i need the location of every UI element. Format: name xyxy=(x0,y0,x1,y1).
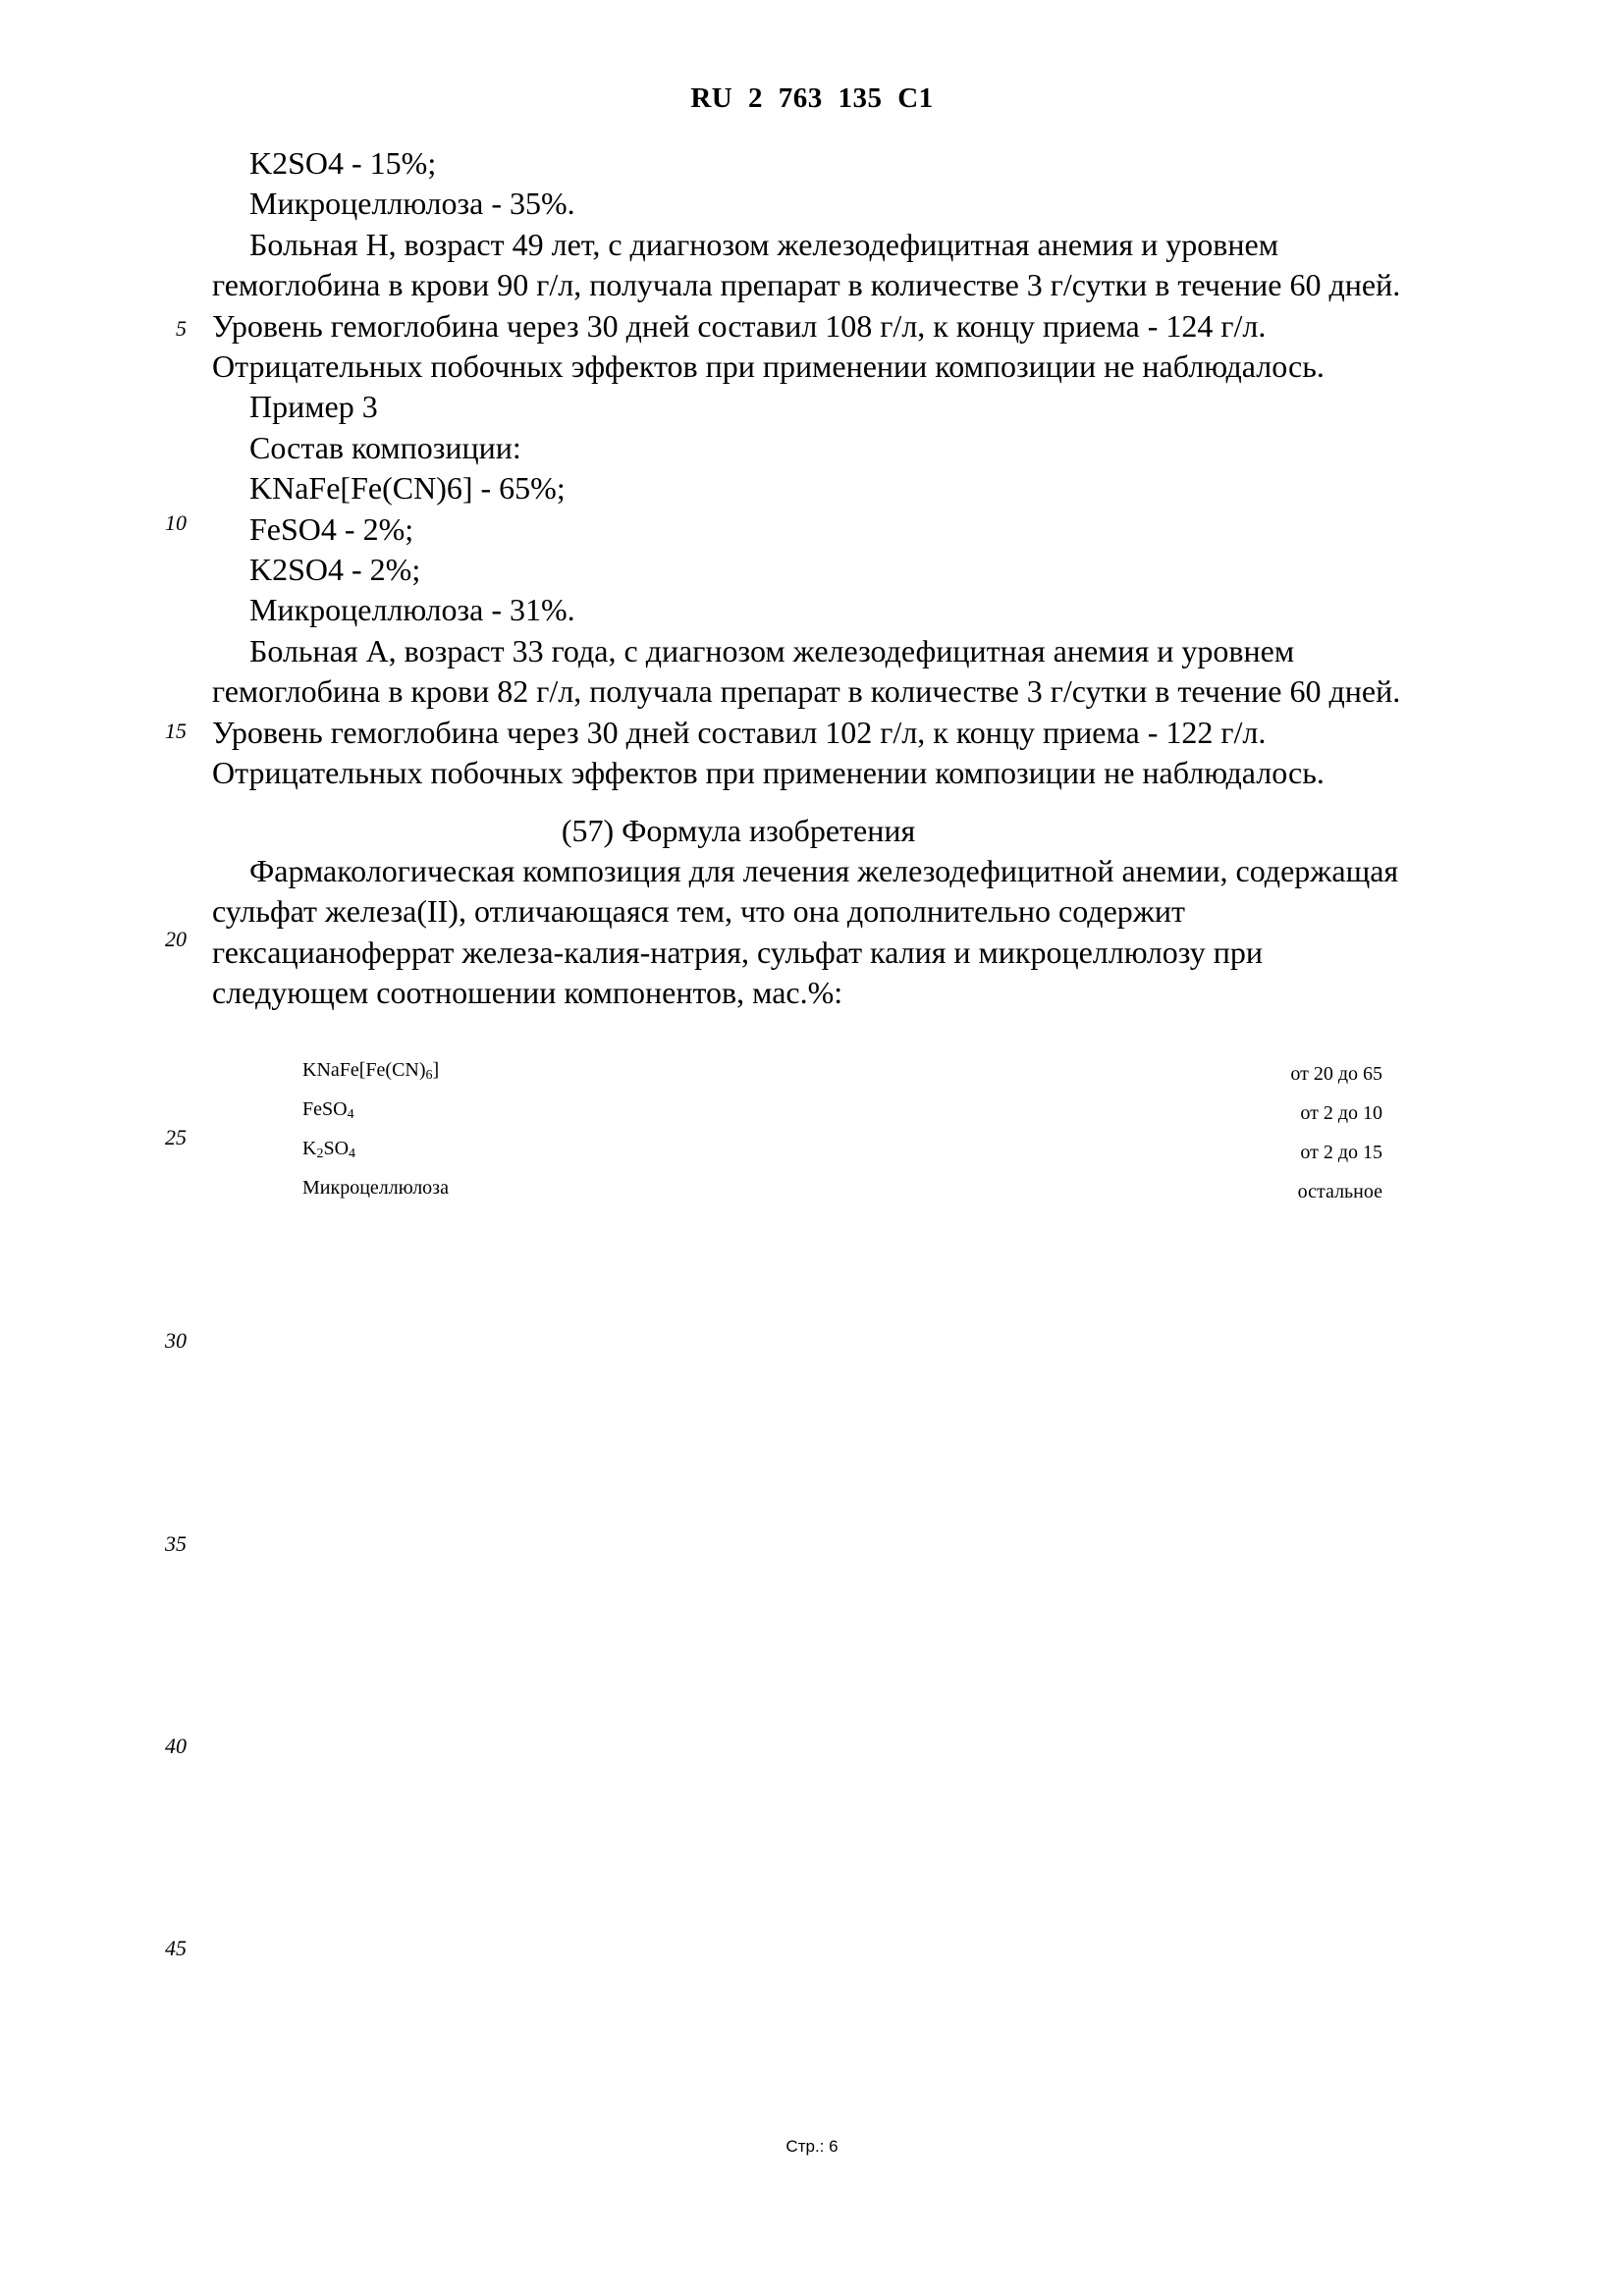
component-name: $KNaFe[Fe(CN)_6]$ xyxy=(302,1059,440,1083)
component-name: Микроцеллюлоза xyxy=(302,1177,449,1199)
component-value: от 2 до 15 xyxy=(1300,1142,1382,1163)
table-row xyxy=(302,1098,1382,1138)
table-row xyxy=(302,1138,1382,1177)
body-line: Микроцеллюлоза - 35%. xyxy=(249,186,575,222)
body-line: гемоглобина в крови 82 г/л, получала препарат в количестве 3 г/сутки в течение 60 дней. xyxy=(212,673,1401,710)
line-number-10: 10 xyxy=(165,510,187,535)
body-line: K2SO4 - 15%; xyxy=(249,145,437,181)
composition-table xyxy=(302,1059,1382,1216)
claims-section-title: (57) Формула изобретения xyxy=(561,812,916,848)
component-value: от 2 до 10 xyxy=(1300,1102,1382,1124)
table-row xyxy=(302,1059,1382,1098)
body-line: Уровень гемоглобина через 30 дней составил 102 г/л, к концу приема - 122 г/л. xyxy=(212,714,1267,750)
body-line: Микроцеллюлоза - 31%. xyxy=(249,592,575,628)
line-number-5: 5 xyxy=(176,316,187,341)
page-footer: Стр.: 6 xyxy=(785,2137,839,2156)
line-number-40: 40 xyxy=(165,1734,187,1758)
table-row xyxy=(302,1177,1382,1216)
component-value: от 20 до 65 xyxy=(1290,1063,1382,1085)
component-name: $K_2SO_4$ xyxy=(302,1138,356,1161)
document-number-header: RU 2 763 135 C1 xyxy=(690,82,934,114)
body-line: Отрицательных побочных эффектов при применении композиции не наблюдалось. xyxy=(212,755,1325,791)
claim-line: сульфат железа(II), отличающаяся тем, что она дополнительно содержит xyxy=(212,893,1185,930)
body-line: гемоглобина в крови 90 г/л, получала препарат в количестве 3 г/сутки в течение 60 дней. xyxy=(212,267,1401,303)
line-number-15: 15 xyxy=(165,719,187,743)
component-name: FeSO$_4$ xyxy=(302,1098,354,1122)
line-number-35: 35 xyxy=(165,1531,187,1556)
claim-line: следующем соотношении компонентов, мас.%: xyxy=(212,975,843,1011)
line-number-20: 20 xyxy=(165,927,187,951)
body-line: KNaFe[Fe(CN)6] - 65%; xyxy=(249,470,566,507)
body-line: Больная Н, возраст 49 лет, с диагнозом железодефицитная анемия и уровнем xyxy=(249,226,1278,262)
body-line: Состав композиции: xyxy=(249,429,521,465)
body-line: FeSO4 - 2%; xyxy=(249,510,414,547)
component-value: остальное xyxy=(1297,1181,1382,1202)
body-line: Больная А, возраст 33 года, с диагнозом железодефицитная анемия и уровнем xyxy=(249,632,1295,668)
body-line: Отрицательных побочных эффектов при применении композиции не наблюдалось. xyxy=(212,348,1325,385)
claim-line: гексацианоферрат железа-калия-натрия, сульфат калия и микроцеллюлозу при xyxy=(212,934,1264,970)
line-number-30: 30 xyxy=(165,1328,187,1353)
body-line: Уровень гемоглобина через 30 дней составил 108 г/л, к концу приема - 124 г/л. xyxy=(212,307,1267,344)
document-body xyxy=(212,143,1489,1014)
body-line: K2SO4 - 2%; xyxy=(249,552,421,588)
line-number-45: 45 xyxy=(165,1936,187,1960)
claim-line: Фармакологическая композиция для лечения железодефицитной анемии, содержащая xyxy=(249,852,1399,888)
line-number-25: 25 xyxy=(165,1125,187,1149)
example-heading: Пример 3 xyxy=(249,389,378,425)
